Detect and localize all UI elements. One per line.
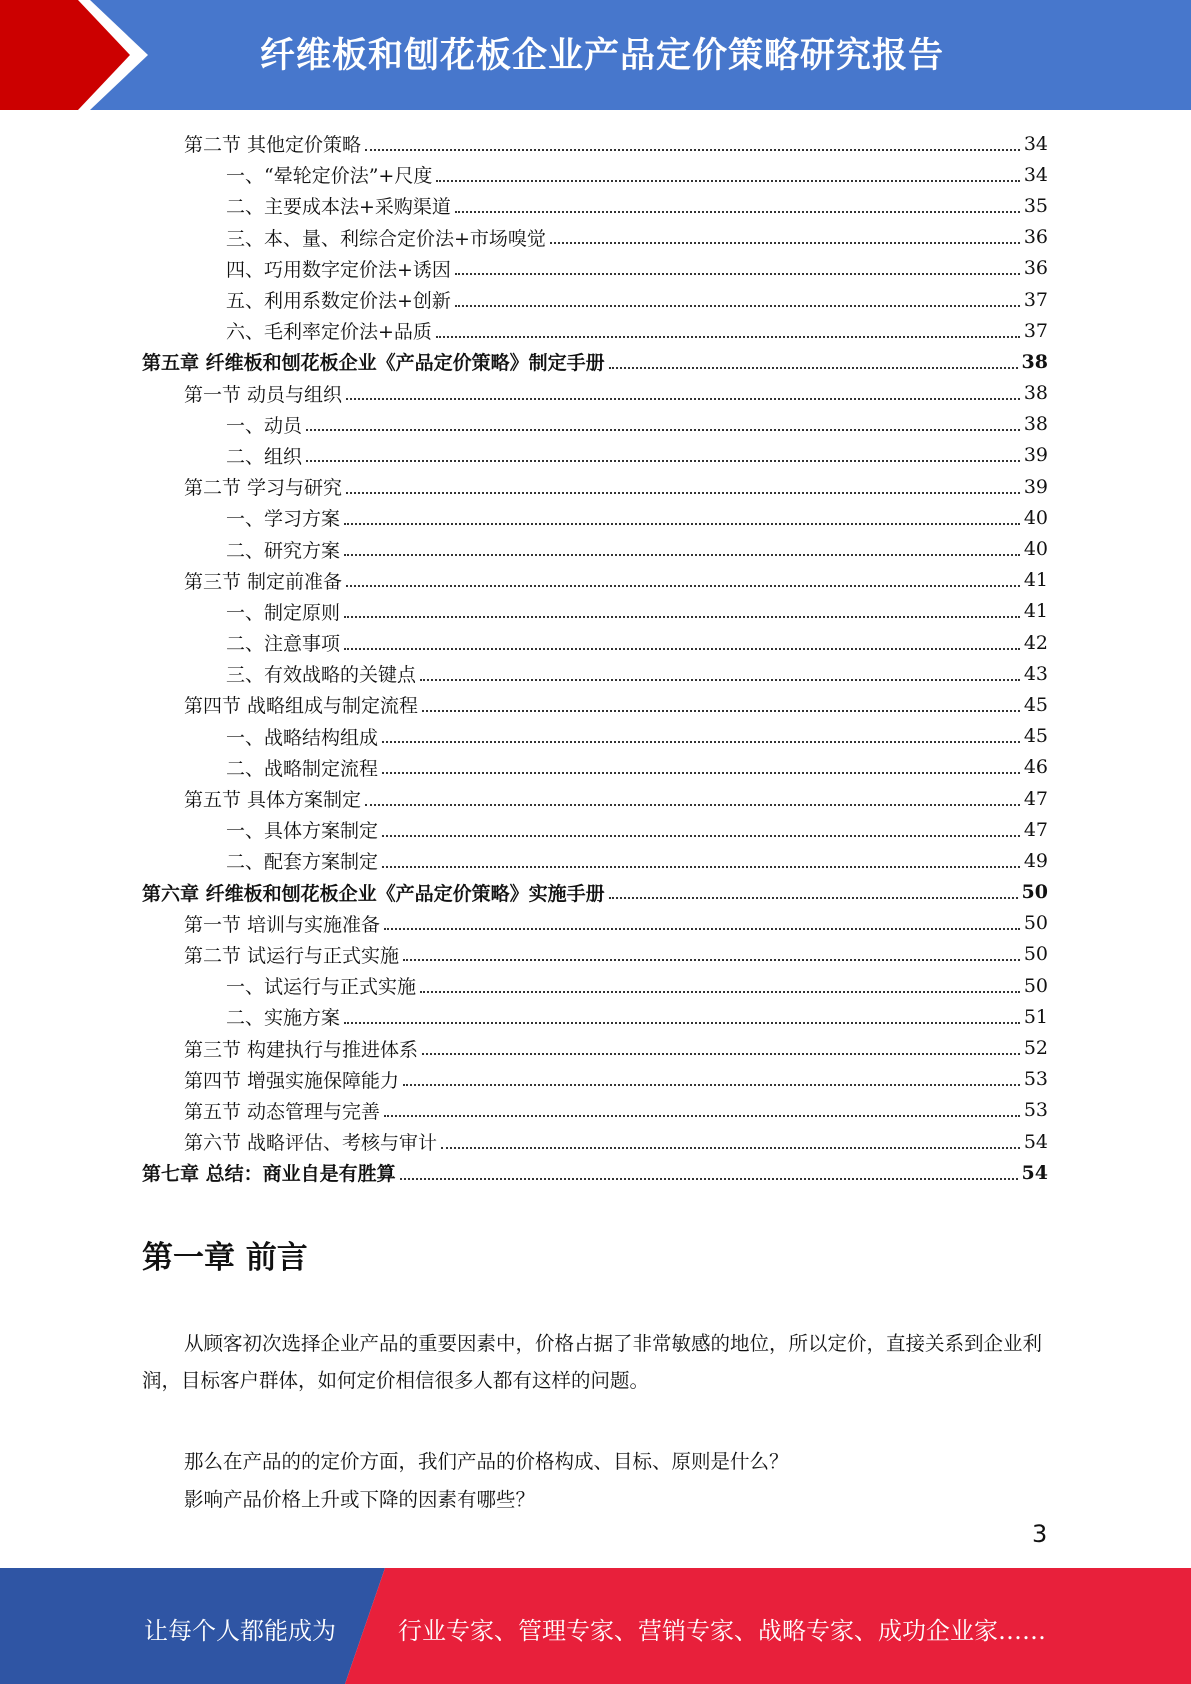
toc-entry-page: 47 [1023, 818, 1048, 841]
toc-entry[interactable] [142, 502, 1048, 533]
toc-entry[interactable] [142, 471, 1048, 502]
toc-dot-leader [420, 991, 1020, 993]
toc-dot-leader [344, 523, 1020, 525]
toc-entry-page: 36 [1023, 257, 1048, 280]
toc-dot-leader [365, 149, 1020, 151]
toc-entry-page: 46 [1023, 756, 1048, 779]
toc-entry-page: 34 [1023, 132, 1048, 155]
toc-dot-leader [441, 1147, 1020, 1149]
toc-entry-label: 第二节 学习与研究 [184, 477, 343, 500]
toc-entry[interactable] [142, 190, 1048, 221]
toc-dot-leader [306, 429, 1020, 431]
toc-entry[interactable] [142, 1001, 1048, 1032]
toc-entry[interactable] [142, 689, 1048, 720]
toc-entry-page: 52 [1023, 1037, 1048, 1060]
toc-entry-label: 一、具体方案制定 [226, 820, 379, 843]
toc-dot-leader [365, 804, 1020, 806]
toc-entry-page: 42 [1023, 631, 1048, 654]
toc-entry-label: 一、战略结构组成 [226, 726, 379, 749]
toc-entry[interactable] [142, 721, 1048, 752]
toc-entry[interactable] [142, 128, 1048, 159]
toc-dot-leader [344, 554, 1020, 556]
toc-entry-page: 34 [1023, 163, 1048, 186]
toc-entry[interactable] [142, 814, 1048, 845]
toc-entry-label: 第二节 其他定价策略 [184, 134, 362, 157]
toc-entry-label: 二、组织 [226, 445, 303, 468]
toc-entry-label: 二、战略制定流程 [226, 757, 379, 780]
toc-dot-leader [403, 959, 1020, 961]
toc-dot-leader [422, 710, 1020, 712]
report-title: 纤维板和刨花板企业产品定价策略研究报告 [260, 36, 945, 76]
toc-entry-page: 43 [1023, 662, 1048, 685]
toc-entry-label: 二、注意事项 [226, 633, 341, 656]
toc-entry[interactable] [142, 908, 1048, 939]
toc-entry-label: 第五章 纤维板和刨花板企业《产品定价策略》制定手册 [142, 352, 605, 375]
toc-entry-label: 四、巧用数字定价法+诱因 [226, 258, 451, 281]
toc-entry-label: 二、配套方案制定 [226, 851, 379, 874]
toc-dot-leader [609, 367, 1018, 369]
toc-dot-leader [384, 928, 1020, 930]
toc-dot-leader [346, 492, 1020, 494]
toc-entry-label: 第六章 纤维板和刨花板企业《产品定价策略》实施手册 [142, 882, 605, 905]
table-of-contents [142, 128, 1048, 1188]
toc-entry-label: 一、制定原则 [226, 601, 341, 624]
toc-dot-leader [344, 648, 1020, 650]
header-arrow-graphic [0, 0, 180, 110]
toc-entry-label: 第三节 制定前准备 [184, 570, 343, 593]
toc-entry[interactable] [142, 1126, 1048, 1157]
toc-entry-page: 49 [1023, 849, 1048, 872]
toc-dot-leader [384, 1115, 1020, 1117]
toc-entry-page: 45 [1023, 693, 1048, 716]
toc-entry-page: 38 [1023, 413, 1048, 436]
question-line-1: 那么在产品的的定价方面，我们产品的价格构成、目标、原则是什么？ [184, 1450, 789, 1473]
toc-entry[interactable] [142, 783, 1048, 814]
toc-entry-page: 41 [1023, 569, 1048, 592]
toc-entry-label: 六、毛利率定价法+品质 [226, 321, 432, 344]
toc-dot-leader [455, 305, 1020, 307]
toc-entry[interactable] [142, 627, 1048, 658]
toc-entry-label: 一、“晕轮定价法”+尺度 [226, 165, 433, 188]
toc-entry-label: 第七章 总结：商业自是有胜算 [142, 1163, 396, 1186]
page-number: 3 [1032, 1520, 1048, 1548]
toc-entry[interactable] [142, 440, 1048, 471]
toc-entry-page: 50 [1023, 912, 1048, 935]
toc-dot-leader [436, 180, 1019, 182]
toc-dot-leader [403, 1084, 1020, 1086]
toc-entry-page: 39 [1023, 444, 1048, 467]
toc-entry-label: 第五节 具体方案制定 [184, 789, 362, 812]
toc-entry[interactable] [142, 1095, 1048, 1126]
toc-entry-page: 54 [1021, 1161, 1048, 1184]
toc-dot-leader [455, 273, 1020, 275]
footer-slogan-right: 行业专家、管理专家、营销专家、战略专家、成功企业家…… [398, 1617, 1046, 1645]
toc-entry[interactable] [142, 939, 1048, 970]
toc-entry-label: 二、实施方案 [226, 1007, 341, 1030]
toc-entry-page: 53 [1023, 1099, 1048, 1122]
toc-entry[interactable] [142, 284, 1048, 315]
toc-entry[interactable] [142, 565, 1048, 596]
toc-entry-page: 38 [1023, 382, 1048, 405]
toc-entry[interactable] [142, 970, 1048, 1001]
toc-entry-page: 37 [1023, 319, 1048, 342]
toc-dot-leader [382, 866, 1020, 868]
toc-entry-label: 第四节 增强实施保障能力 [184, 1069, 400, 1092]
toc-entry[interactable] [142, 658, 1048, 689]
toc-entry-label: 一、试运行与正式实施 [226, 976, 417, 999]
toc-dot-leader [382, 741, 1020, 743]
toc-entry-label: 第四节 战略组成与制定流程 [184, 695, 419, 718]
toc-entry[interactable] [142, 378, 1048, 409]
toc-entry[interactable] [142, 1157, 1048, 1188]
footer-slogan-left: 让每个人都能成为 [144, 1617, 336, 1645]
toc-entry[interactable] [142, 1064, 1048, 1095]
toc-entry-page: 37 [1023, 288, 1048, 311]
toc-entry[interactable] [142, 253, 1048, 284]
toc-entry-page: 53 [1023, 1068, 1048, 1091]
toc-entry-label: 第五节 动态管理与完善 [184, 1100, 381, 1123]
toc-entry-page: 41 [1023, 600, 1048, 623]
question-line-2: 影响产品价格上升或下降的因素有哪些？ [184, 1488, 536, 1511]
toc-entry-label: 三、本、量、利综合定价法+市场嗅觉 [226, 227, 546, 250]
toc-entry[interactable] [142, 877, 1048, 908]
toc-dot-leader [550, 242, 1020, 244]
toc-entry-page: 40 [1023, 506, 1048, 529]
toc-entry[interactable] [142, 346, 1048, 377]
toc-entry-label: 一、动员 [226, 414, 303, 437]
toc-entry-page: 38 [1021, 350, 1048, 373]
toc-entry[interactable] [142, 315, 1048, 346]
toc-dot-leader [436, 336, 1020, 338]
toc-entry[interactable] [142, 845, 1048, 876]
toc-entry[interactable] [142, 533, 1048, 564]
toc-entry-label: 第一节 动员与组织 [184, 383, 343, 406]
toc-dot-leader [422, 1053, 1020, 1055]
toc-entry-label: 第二节 试运行与正式实施 [184, 944, 400, 967]
toc-dot-leader [346, 398, 1020, 400]
toc-entry[interactable] [142, 409, 1048, 440]
toc-entry-label: 二、主要成本法+采购渠道 [226, 196, 451, 219]
toc-entry[interactable] [142, 222, 1048, 253]
toc-entry-page: 50 [1023, 943, 1048, 966]
toc-dot-leader [420, 679, 1020, 681]
toc-entry[interactable] [142, 596, 1048, 627]
toc-dot-leader [306, 460, 1020, 462]
toc-entry-label: 三、有效战略的关键点 [226, 664, 417, 687]
toc-dot-leader [400, 1178, 1018, 1180]
toc-dot-leader [346, 585, 1020, 587]
toc-dot-leader [344, 1022, 1020, 1024]
toc-dot-leader [382, 772, 1020, 774]
toc-entry-page: 45 [1023, 725, 1048, 748]
toc-entry-label: 第一节 培训与实施准备 [184, 913, 381, 936]
toc-dot-leader [382, 835, 1020, 837]
toc-entry-page: 51 [1023, 1005, 1048, 1028]
header-band [0, 0, 1191, 110]
toc-entry-label: 第六节 战略评估、考核与审计 [184, 1132, 438, 1155]
toc-entry[interactable] [142, 752, 1048, 783]
intro-paragraph: 从顾客初次选择企业产品的重要因素中，价格占据了非常敏感的地位，所以定价，直接关系到企业利润，目标客户群体，如何定价相信很多人都有这样的问题。 [142, 1332, 1043, 1392]
toc-entry-label: 一、学习方案 [226, 508, 341, 531]
toc-entry-page: 39 [1023, 475, 1048, 498]
toc-entry-page: 50 [1023, 974, 1048, 997]
footer-band [0, 1568, 1191, 1684]
chapter-heading: 第一章 前言 [142, 1240, 308, 1276]
toc-entry-page: 54 [1023, 1130, 1048, 1153]
toc-entry[interactable] [142, 159, 1048, 190]
toc-dot-leader [609, 897, 1018, 899]
toc-entry[interactable] [142, 1032, 1048, 1063]
toc-dot-leader [455, 211, 1020, 213]
toc-entry-page: 40 [1023, 538, 1048, 561]
toc-entry-page: 35 [1023, 194, 1048, 217]
toc-entry-page: 47 [1023, 787, 1048, 810]
toc-dot-leader [344, 616, 1020, 618]
toc-entry-label: 五、利用系数定价法+创新 [226, 290, 451, 313]
toc-entry-page: 50 [1021, 881, 1048, 904]
toc-entry-label: 第三节 构建执行与推进体系 [184, 1038, 419, 1061]
toc-entry-page: 36 [1023, 226, 1048, 249]
toc-entry-label: 二、研究方案 [226, 539, 341, 562]
